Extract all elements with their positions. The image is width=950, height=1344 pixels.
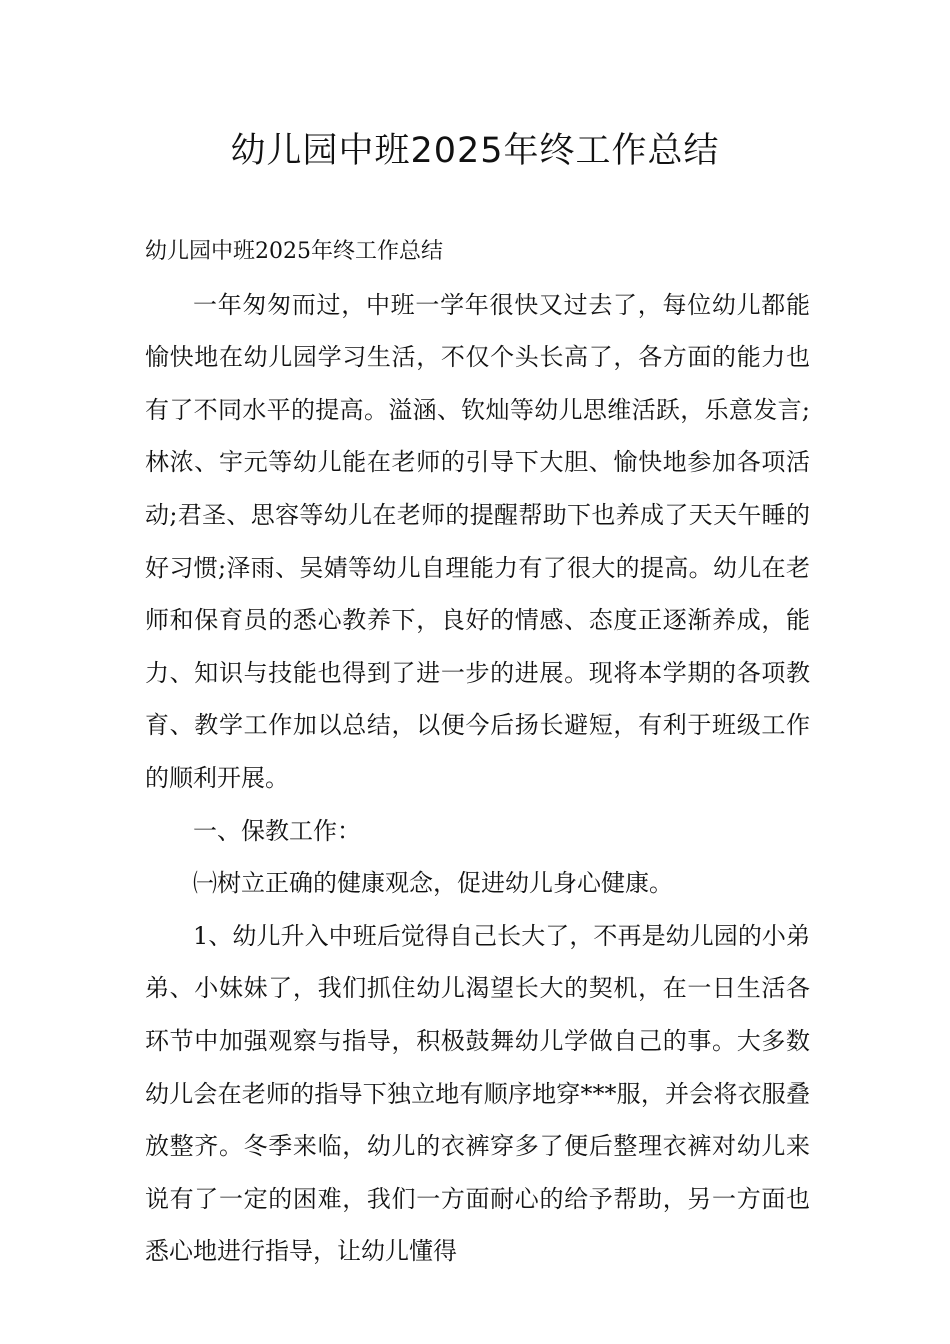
document-title: 幼儿园中班2025年终工作总结 xyxy=(230,131,720,171)
section-heading: 一、保教工作： xyxy=(193,816,361,845)
paragraph-item-1: 1、幼儿升入中班后觉得自己长大了，不再是幼儿园的小弟弟、小妹妹了，我们抓住幼儿渴望长大的契机，在一日生活各环节中加强观察与指导，积极鼓舞幼儿学做自己的事。大多数幼儿会在老师的指导下独立地有顺序地穿***服，并会将衣服叠放整齐。冬季来临，幼儿的衣裤穿多了便后整理衣裤对幼儿来说有了一定的困难，我们一方面耐心的给予帮助，另一方面也悉心地进行指导，让幼儿懂得 xyxy=(145,921,810,1266)
subsection-heading: ㈠树立正确的健康观念，促进幼儿身心健康。 xyxy=(193,869,673,898)
document-subtitle: 幼儿园中班2025年终工作总结 xyxy=(145,239,443,264)
document-body xyxy=(145,226,810,1278)
paragraph-intro: 一年匆匆而过，中班一学年很快又过去了，每位幼儿都能愉快地在幼儿园学习生活，不仅个头长高了，各方面的能力也有了不同水平的提高。溢涵、钦灿等幼儿思维活跃，乐意发言;林浓、宇元等幼儿能在老师的引导下大胆、愉快地参加各项活动;君圣、思容等幼儿在老师的提醒帮助下也养成了天天午睡的好习惯;泽雨、吴婧等幼儿自理能力有了很大的提高。幼儿在老师和保育员的悉心教养下，良好的情感、态度正逐渐养成，能力、知识与技能也得到了进一步的进展。现将本学期的各项教育、教学工作加以总结，以便今后扬长避短，有利于班级工作的顺利开展。 xyxy=(145,290,810,792)
